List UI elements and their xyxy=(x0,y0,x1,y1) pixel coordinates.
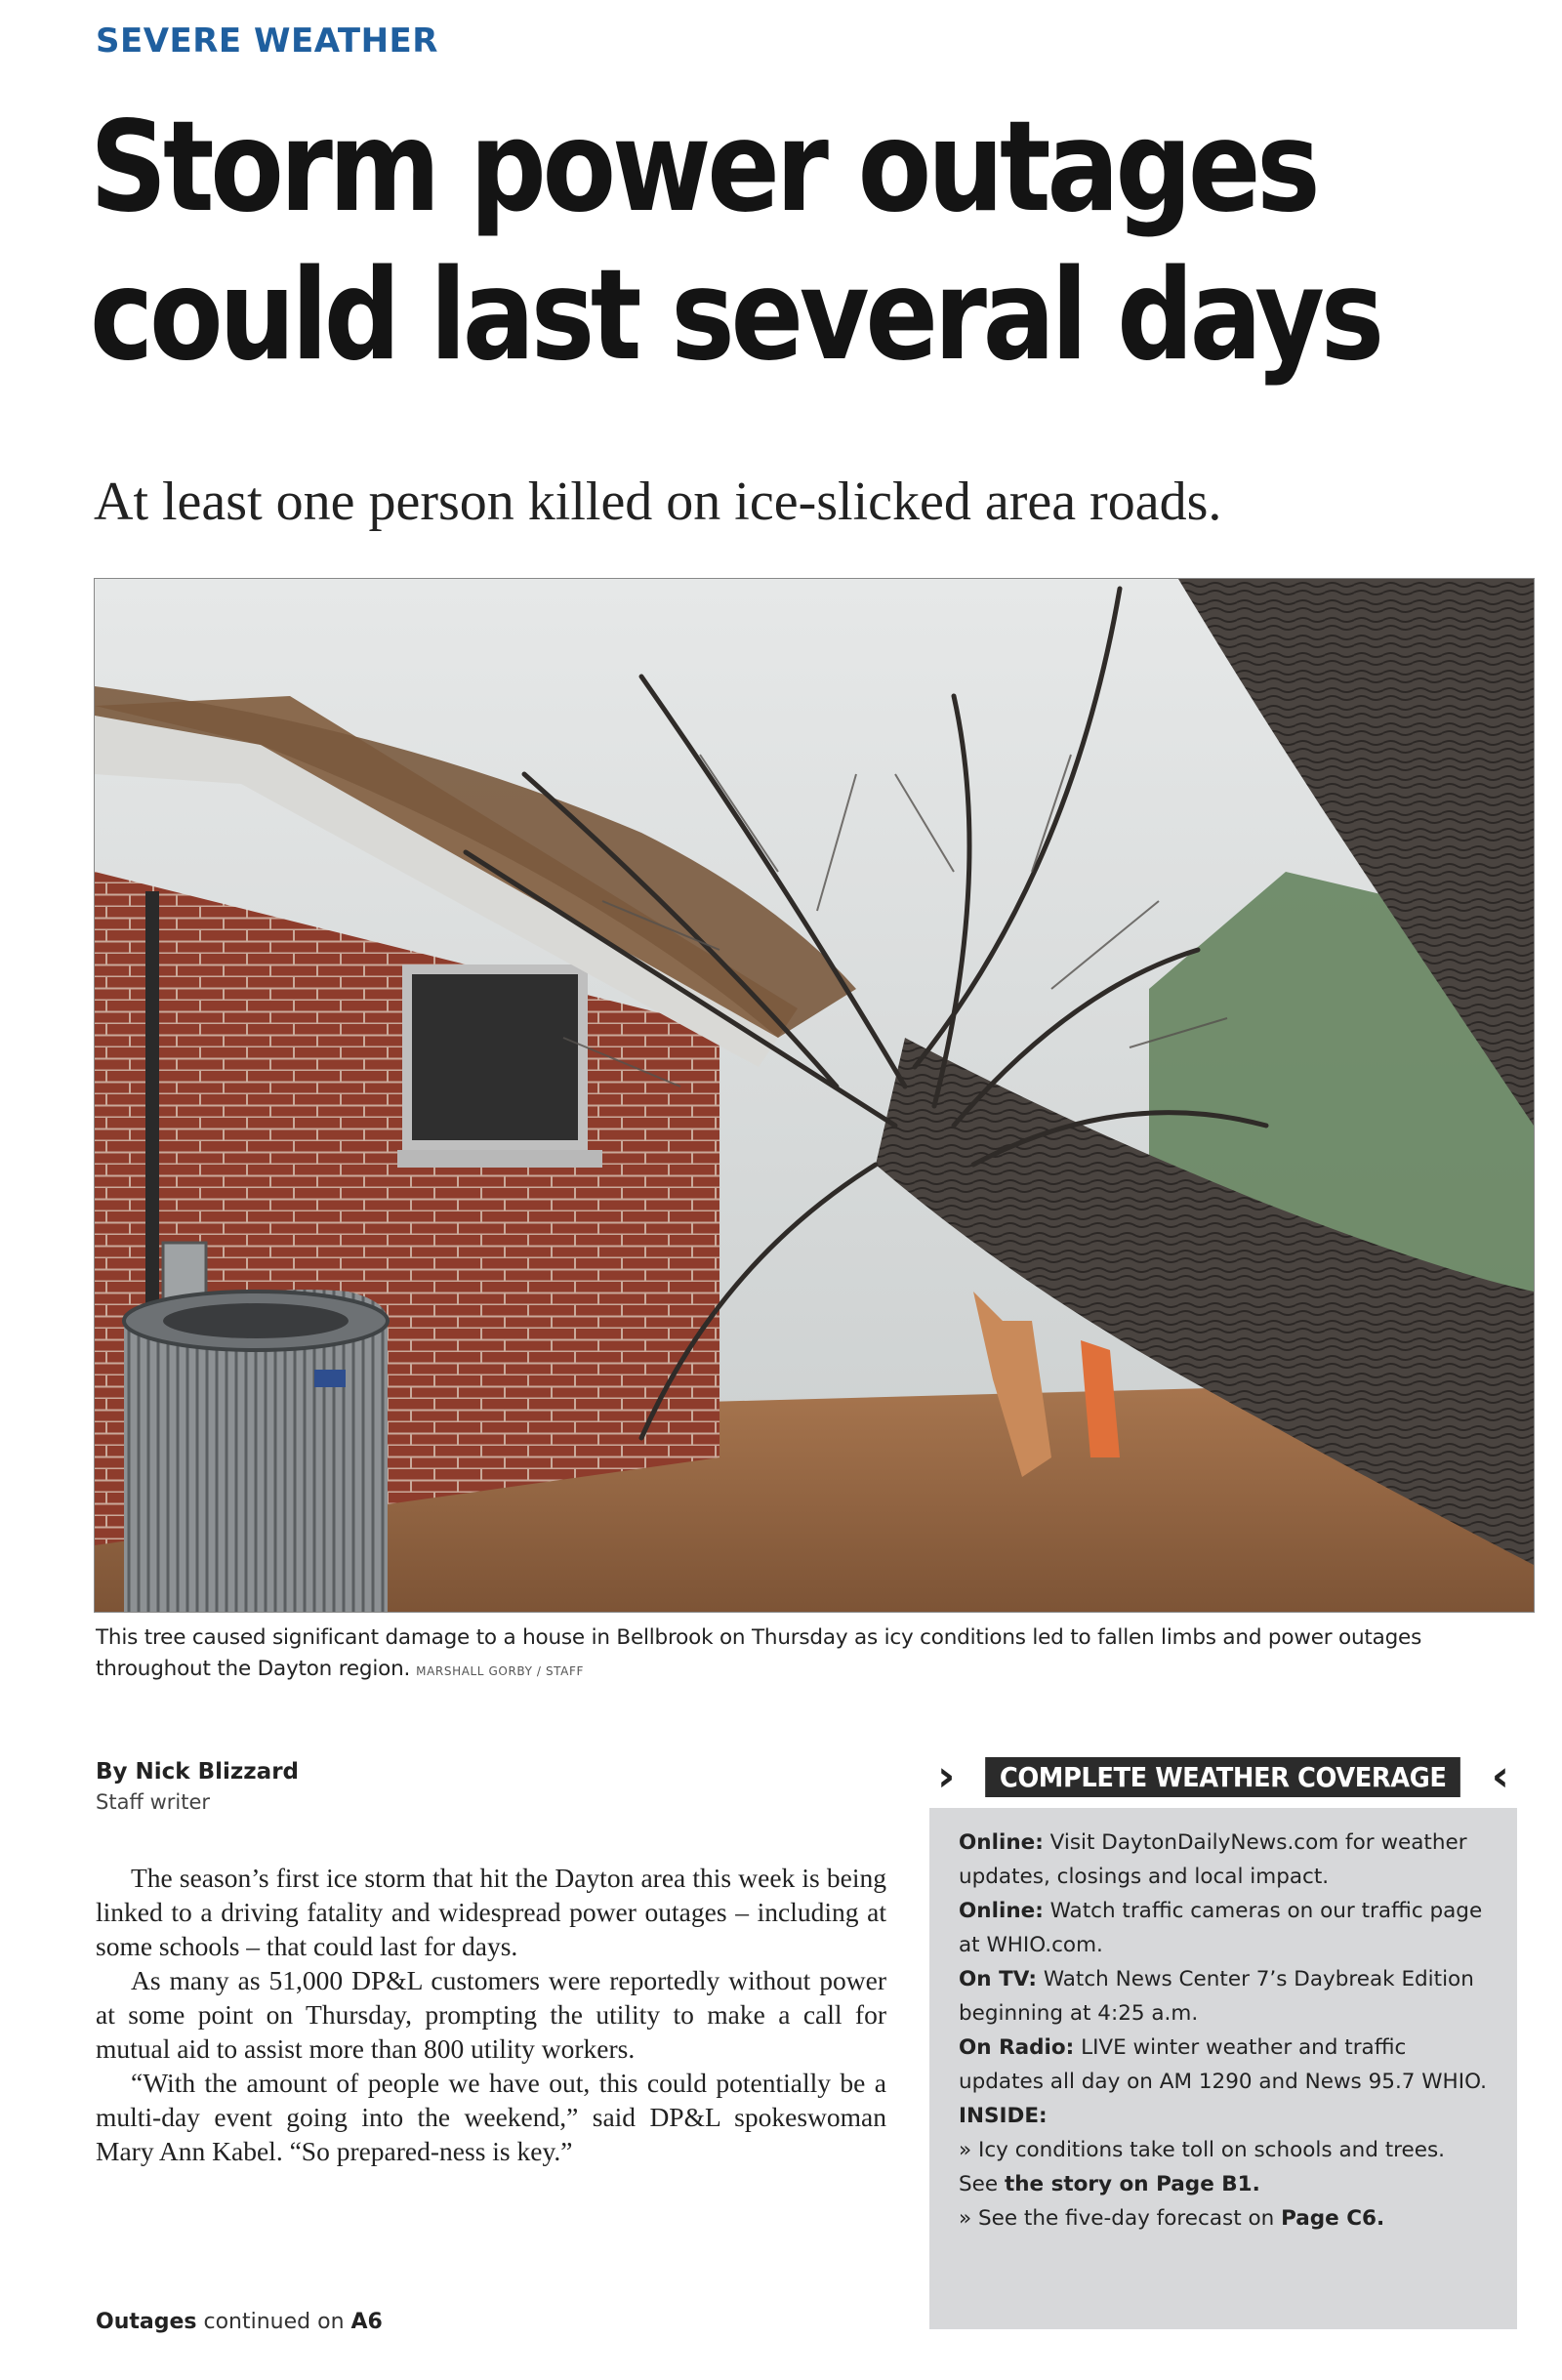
photo-credit: MARSHALL GORBY / STAFF xyxy=(416,1664,584,1678)
byline xyxy=(96,1759,299,1814)
inside-item-bold: the story on xyxy=(1004,2172,1157,2196)
sidebar-title: COMPLETE WEATHER COVERAGE xyxy=(985,1757,1460,1797)
section-kicker: SEVERE WEATHER xyxy=(96,21,438,61)
inside-heading xyxy=(959,2099,1488,2133)
news-photo xyxy=(94,578,1535,1613)
jump-page: A6 xyxy=(350,2310,383,2334)
sidebar-header xyxy=(929,1751,1517,1801)
coverage-item-label: On TV: xyxy=(959,1967,1038,1991)
coverage-item-text: Watch traffic cameras on our traffic page at WHIO.com. xyxy=(959,1899,1483,1957)
article-body xyxy=(96,1861,886,2168)
photo-illustration xyxy=(95,579,1534,1612)
coverage-item-text: Visit DaytonDailyNews.com for weather updates, closings and local impact. xyxy=(959,1830,1467,1889)
coverage-item-label: Online: xyxy=(959,1899,1044,1923)
inside-label: INSIDE: xyxy=(959,2104,1048,2128)
body-paragraph-2: As many as 51,000 DP&L customers were reportedly without power at some point on Thursday, prompting the utility to make a call for mutual aid to assist more than 800 utility workers. xyxy=(96,1965,886,2064)
inside-item-page: Page C6. xyxy=(1281,2206,1385,2231)
headline xyxy=(90,94,1380,390)
body-paragraph-1: The season’s first ice storm that hit the Dayton area this week is being linked to a driving fatality and widespread power outages – including at some schools – that could last for days. xyxy=(96,1863,886,1961)
body-paragraph-3: “With the amount of people we have out, this could potentially be a multi-day event going into the weekend,” said DP&L spokeswoman Mary Ann Kabel. “So prepared-ness is key.” xyxy=(96,2068,886,2166)
continuation-line[interactable] xyxy=(96,2310,383,2334)
inside-item-page: Page B1. xyxy=(1156,2172,1260,2196)
inside-item[interactable] xyxy=(959,2133,1488,2201)
coverage-item xyxy=(959,2031,1488,2099)
coverage-item xyxy=(959,1894,1488,1962)
headline-line-2: could last several days xyxy=(90,243,1380,389)
photo-caption xyxy=(96,1622,1531,1687)
coverage-item-label: Online: xyxy=(959,1830,1044,1855)
chevron-right-icon: › xyxy=(937,1751,956,1801)
coverage-item-text: Watch News Center 7’s Daybreak Edition beginning at 4:25 a.m. xyxy=(959,1967,1474,2026)
coverage-item-label: On Radio: xyxy=(959,2035,1075,2060)
headline-line-1: Storm power outages xyxy=(90,95,1317,240)
deck-subheadline: At least one person killed on ice-slicked area roads. xyxy=(94,472,1222,532)
weather-coverage-box xyxy=(929,1808,1517,2329)
coverage-item-text: LIVE winter weather and traffic updates all day on AM 1290 and News 95.7 WHIO. xyxy=(959,2035,1487,2094)
coverage-item xyxy=(959,1962,1488,2031)
author-role: Staff writer xyxy=(96,1790,211,1814)
chevron-left-icon: ‹ xyxy=(1491,1751,1509,1801)
author-name: By Nick Blizzard xyxy=(96,1759,299,1785)
jump-label: Outages xyxy=(96,2310,197,2334)
jump-text: continued on xyxy=(196,2310,351,2334)
inside-item[interactable] xyxy=(959,2201,1488,2236)
inside-item-text: » See the five-day forecast on xyxy=(959,2206,1282,2231)
caption-text: This tree caused significant damage to a house in Bellbrook on Thursday as icy conditions led to fallen limbs and power outages throughout the Dayton region. xyxy=(96,1625,1422,1681)
coverage-item xyxy=(959,1826,1488,1894)
inside-item-text: » Icy conditions take toll on schools and trees. See xyxy=(959,2138,1446,2196)
